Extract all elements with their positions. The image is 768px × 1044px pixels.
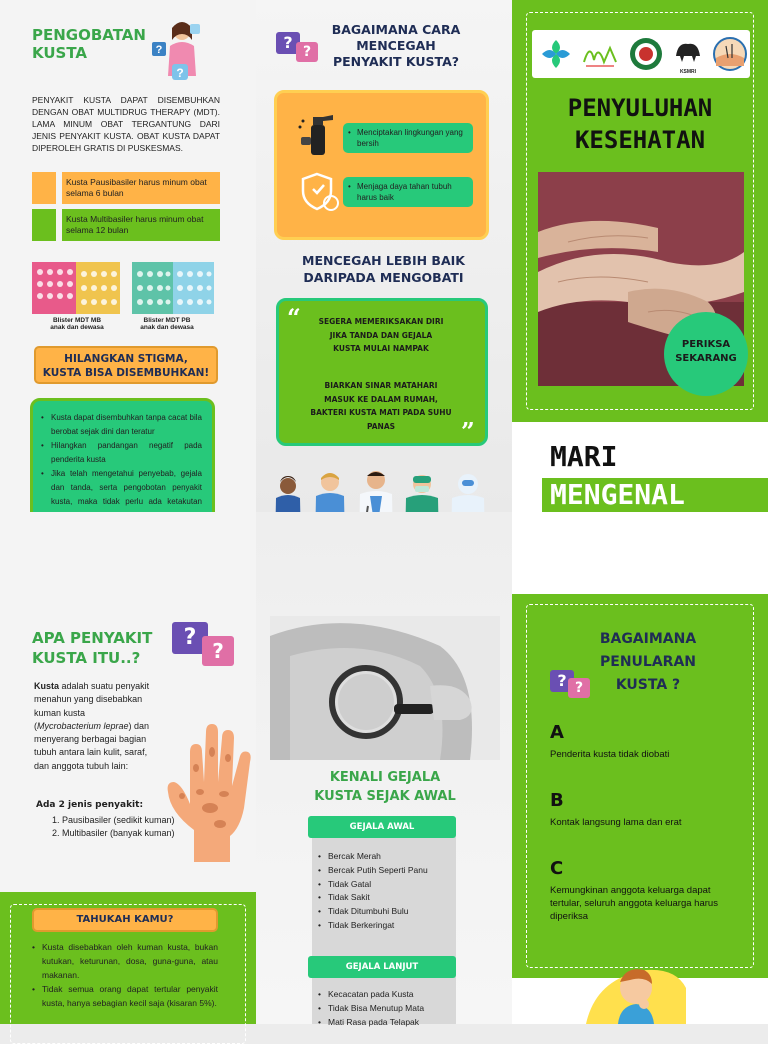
pb-orange-box (32, 172, 56, 204)
transmission-text: Kontak langsung lama dan erat (550, 817, 682, 828)
quote-close-icon: ” (461, 417, 475, 446)
fact-list (32, 940, 218, 1010)
question-mark-icon: ? ? (172, 622, 236, 672)
transmission-text: Penderita kusta tidak diobati (550, 749, 670, 760)
question-mark-icon: ? ? (550, 670, 594, 702)
penularan-title: BAGAIMANA PENULARAN KUSTA ? (599, 631, 697, 693)
late-symptoms-list (318, 988, 458, 1029)
apa-kusta-title: APA PENYAKIT KUSTA ITU..? (32, 629, 153, 667)
panel-mencegah (256, 0, 512, 512)
logo-ksmri-icon: KSMRI (670, 34, 706, 74)
early-symptom-item: • Tidak Berkeringat (318, 919, 454, 933)
prevention-tips-box (274, 90, 489, 240)
early-symptom-item: • Tidak Ditumbuhi Bulu (318, 905, 454, 919)
kusta-description: Kusta adalah suatu penyakit menahun yang disebabkan kuman kusta (Mycrobacterium leprae) dan menyerang berbagai bagian tubuh antara lain kulit, saraf, dan anggota tubuh lain: (34, 681, 150, 771)
tip-clean-label: • Menciptakan lingkungan yang bersih (343, 123, 473, 153)
panel-apa-kusta (0, 512, 256, 1024)
woman-question-illustration (150, 20, 210, 82)
cover-mengenal: MENGENAL (550, 478, 685, 511)
transmission-text: Kemungkinan anggota keluarga dapat tertular, seluruh anggota keluarga harus diperiksa (550, 885, 718, 922)
pengobatan-intro: PENYAKIT KUSTA DAPAT DISEMBUHKAN DENGAN OBAT MULTIDRUG THERAPY (MDT). LAMA MINUM OBAT TERGANTUNG DARI JENIS PENYAKIT KUSTA. OBAT KUSTA DAPAT DIPEROLEH GRATIS DI PUSKESMAS. (32, 95, 220, 153)
fact-title-banner: TAHUKAH KAMU? (32, 908, 218, 932)
pb-row: Kusta Pausibasiler harus minum obat selama 6 bulan (62, 172, 220, 204)
logo-seal-icon (628, 36, 664, 72)
early-symptoms-label: GEJALA AWAL (308, 816, 456, 838)
early-symptom-item: • Tidak Sakit (318, 891, 454, 905)
thinking-boy-illustration (586, 948, 686, 1024)
late-symptom-item: • Mati Rasa pada Telapak (318, 1016, 458, 1030)
early-symptom-item: • Bercak Putih Seperti Panu (318, 864, 454, 878)
blister-pb-image (132, 262, 214, 314)
logo-skin-icon (712, 36, 748, 72)
disease-type-item: 2. Multibasiler (banyak kuman) (62, 827, 194, 840)
early-symptom-item: • Bercak Merah (318, 850, 454, 864)
logo-signature-icon (580, 38, 620, 70)
stigma-point-item: • Jika telah mengetahui penyebab, gejala dan tanda, serta pengobotan penyakit kusta, maka tidak perlu ada ketakutan (41, 467, 202, 523)
stigma-banner: HILANGKAN STIGMA, KUSTA BISA DISEMBUHKAN! (34, 346, 218, 384)
cover-mari: MARI (550, 440, 618, 473)
mb-row: Kusta Multibasiler harus minum obat selama 12 bulan (62, 209, 220, 241)
blister-pb-caption: Blister MDT PB anak dan dewasa (140, 317, 194, 331)
quote-open-icon: “ (287, 303, 301, 332)
gejala-title: KENALI GEJALA KUSTA SEJAK AWAL (314, 770, 456, 804)
blister-mb-image (32, 262, 120, 314)
mencegah-title: BAGAIMANA CARA MENCEGAH PENYAKIT KUSTA? (331, 22, 461, 69)
early-symptom-item: • Tidak Gatal (318, 878, 454, 892)
early-symptoms-list (318, 850, 454, 933)
fact-item: • Tidak semua orang dapat tertular penyakit kusta, hanya sebagian kecil saja (kisaran 5%). (32, 982, 218, 1010)
blister-mb-caption: Blister MDT MB anak dan dewasa (50, 317, 104, 331)
panel-penularan (512, 512, 768, 1024)
transmission-letter: B (550, 790, 564, 811)
panel-pengobatan (0, 0, 256, 512)
pengobatan-title: PENGOBATAN KUSTA (32, 26, 146, 62)
quote-box (276, 298, 488, 446)
magnifier-skin-photo (270, 616, 500, 760)
quote-sunlight: BIARKAN SINAR MATAHARI MASUK KE DALAM RUMAH, BAKTERI KUSTA MATI PADA SUHU PANAS (310, 381, 452, 431)
motto-heading: MENCEGAH LEBIH BAIK DARIPADA MENGOBATI (302, 253, 465, 285)
svg-text:?: ? (176, 66, 184, 80)
shield-immune-icon (299, 171, 341, 213)
transmission-letter: A (550, 722, 564, 743)
logo-strip (532, 30, 750, 78)
panel-cover (512, 0, 768, 512)
late-symptom-item: • Kecacatan pada Kusta (318, 988, 458, 1002)
logo-health-icon (538, 36, 574, 72)
late-symptoms-label: GEJALA LANJUT (308, 956, 456, 978)
cover-title: PENYULUHAN KESEHATAN (567, 94, 713, 154)
fact-item: • Kusta disebabkan oleh kuman kusta, bukan kutukan, keturunan, dosa, guna-guna, atau makanan. (32, 940, 218, 982)
mb-green-box (32, 209, 56, 241)
stigma-points-list (41, 411, 202, 523)
svg-text:?: ? (155, 44, 163, 56)
question-mark-icon: ? ? (276, 32, 320, 68)
types-title: Ada 2 jenis penyakit: (36, 800, 144, 810)
late-symptom-item: • Tidak Bisa Menutup Mata (318, 1002, 458, 1016)
disease-type-item: 1. Pausibasiler (sedikit kuman) (62, 814, 194, 827)
quote-checkup: SEGERA MEMERIKSAKAN DIRI JIKA TANDA DAN GEJALA KUSTA MULAI NAMPAK (318, 317, 444, 353)
types-list (54, 814, 194, 840)
panel-gejala (256, 512, 512, 1027)
transmission-letter: C (550, 858, 564, 879)
tip-immune-label: • Menjaga daya tahan tubuh harus baik (343, 177, 473, 207)
spray-bottle-icon (297, 111, 337, 157)
stigma-point-item: • Hilangkan pandangan negatif pada penderita kusta (41, 439, 202, 467)
periksa-sekarang-badge[interactable]: PERIKSA SEKARANG (664, 312, 748, 396)
stigma-point-item: • Kusta dapat disembuhkan tanpa cacat bila berobat sejak dini dan teratur (41, 411, 202, 439)
